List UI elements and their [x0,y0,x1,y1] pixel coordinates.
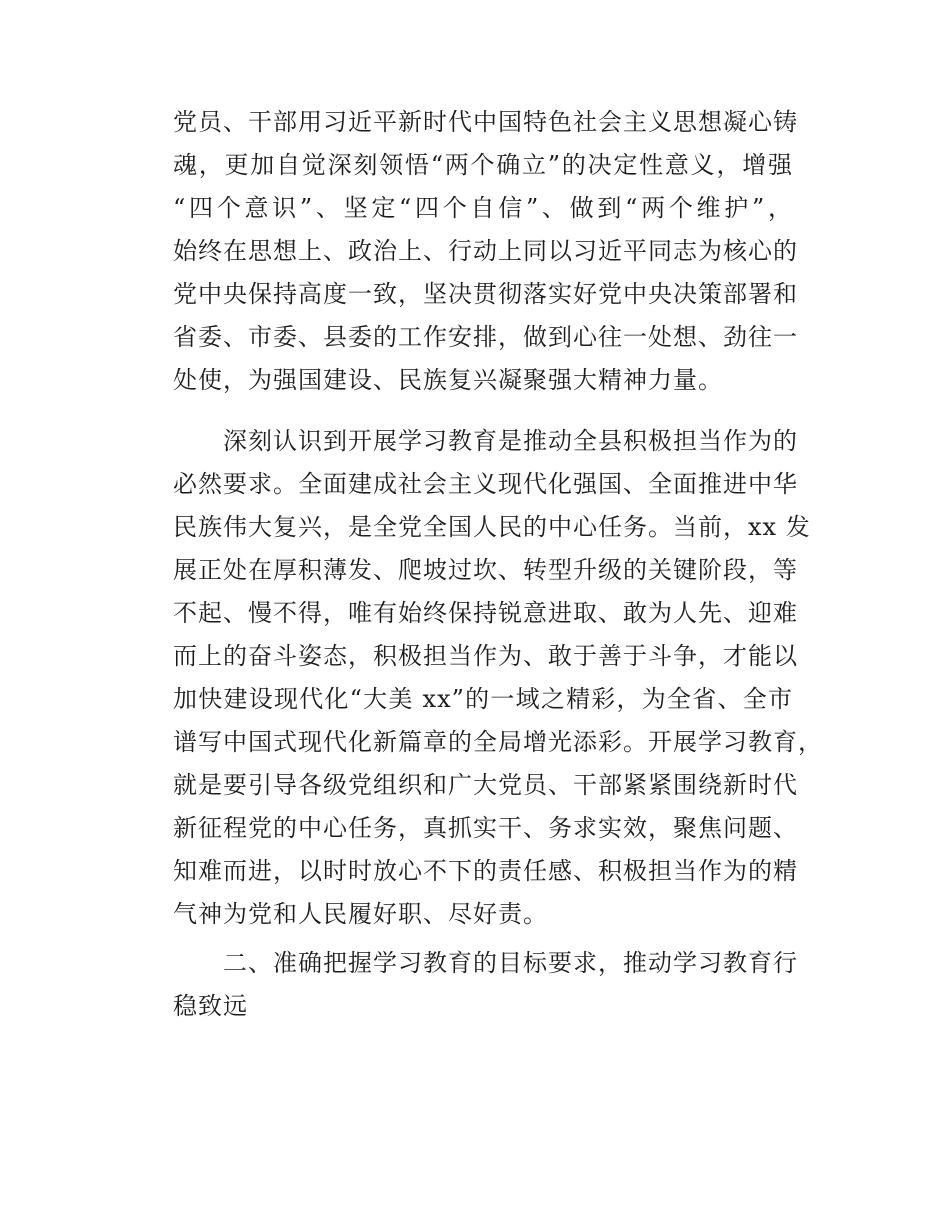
text-line: 不起、慢不得，唯有始终保持锐意进取、敢为人先、迎难 [173,599,798,627]
text-line: 展正处在厚积薄发、爬坡过坎、转型升级的关键阶段，等 [173,556,798,584]
text-line: 党中央保持高度一致，坚决贯彻落实好党中央决策部署和 [173,280,798,308]
heading-line: 二、准确把握学习教育的目标要求，推动学习教育行 [223,949,798,977]
text-line: 始终在思想上、政治上、行动上同以习近平同志为核心的 [173,237,798,265]
text-line: 就是要引导各级党组织和广大党员、干部紧紧围绕新时代 [173,771,798,799]
text-line: 必然要求。全面建成社会主义现代化强国、全面推进中华 [173,470,798,498]
text-line: “四个意识”、坚定“四个自信”、做到“两个维护”， [173,194,793,222]
text-line: 知难而进，以时时放心不下的责任感、积极担当作为的精 [173,857,798,885]
text-line: 谱写中国式现代化新篇章的全局增光添彩。开展学习教育， [173,728,823,756]
text-line: 而上的奋斗姿态，积极担当作为、敢于善于斗争，才能以 [173,642,798,670]
paragraph-continuation [173,101,798,402]
text-line: 魂，更加自觉深刻领悟“两个确立”的决定性意义，增强 [173,151,793,179]
heading-line: 稳致远 [173,992,248,1020]
text-line: 党员、干部用习近平新时代中国特色社会主义思想凝心铸 [173,108,798,136]
text-line: 省委、市委、县委的工作安排，做到心往一处想、劲往一 [173,323,798,351]
text-line: 处使，为强国建设、民族复兴凝聚强大精神力量。 [173,366,723,394]
section-heading [173,942,798,1028]
paragraph-body [173,420,823,936]
text-line: 新征程党的中心任务，真抓实干、务求实效，聚焦问题、 [173,814,798,842]
text-line: 气神为党和人民履好职、尽好责。 [173,900,548,928]
text-line: 深刻认识到开展学习教育是推动全县积极担当作为的 [223,427,798,455]
text-line: 加快建设现代化“大美 xx”的一域之精彩，为全省、全市 [173,685,793,713]
text-line: 民族伟大复兴，是全党全国人民的中心任务。当前，xx 发 [173,513,811,541]
